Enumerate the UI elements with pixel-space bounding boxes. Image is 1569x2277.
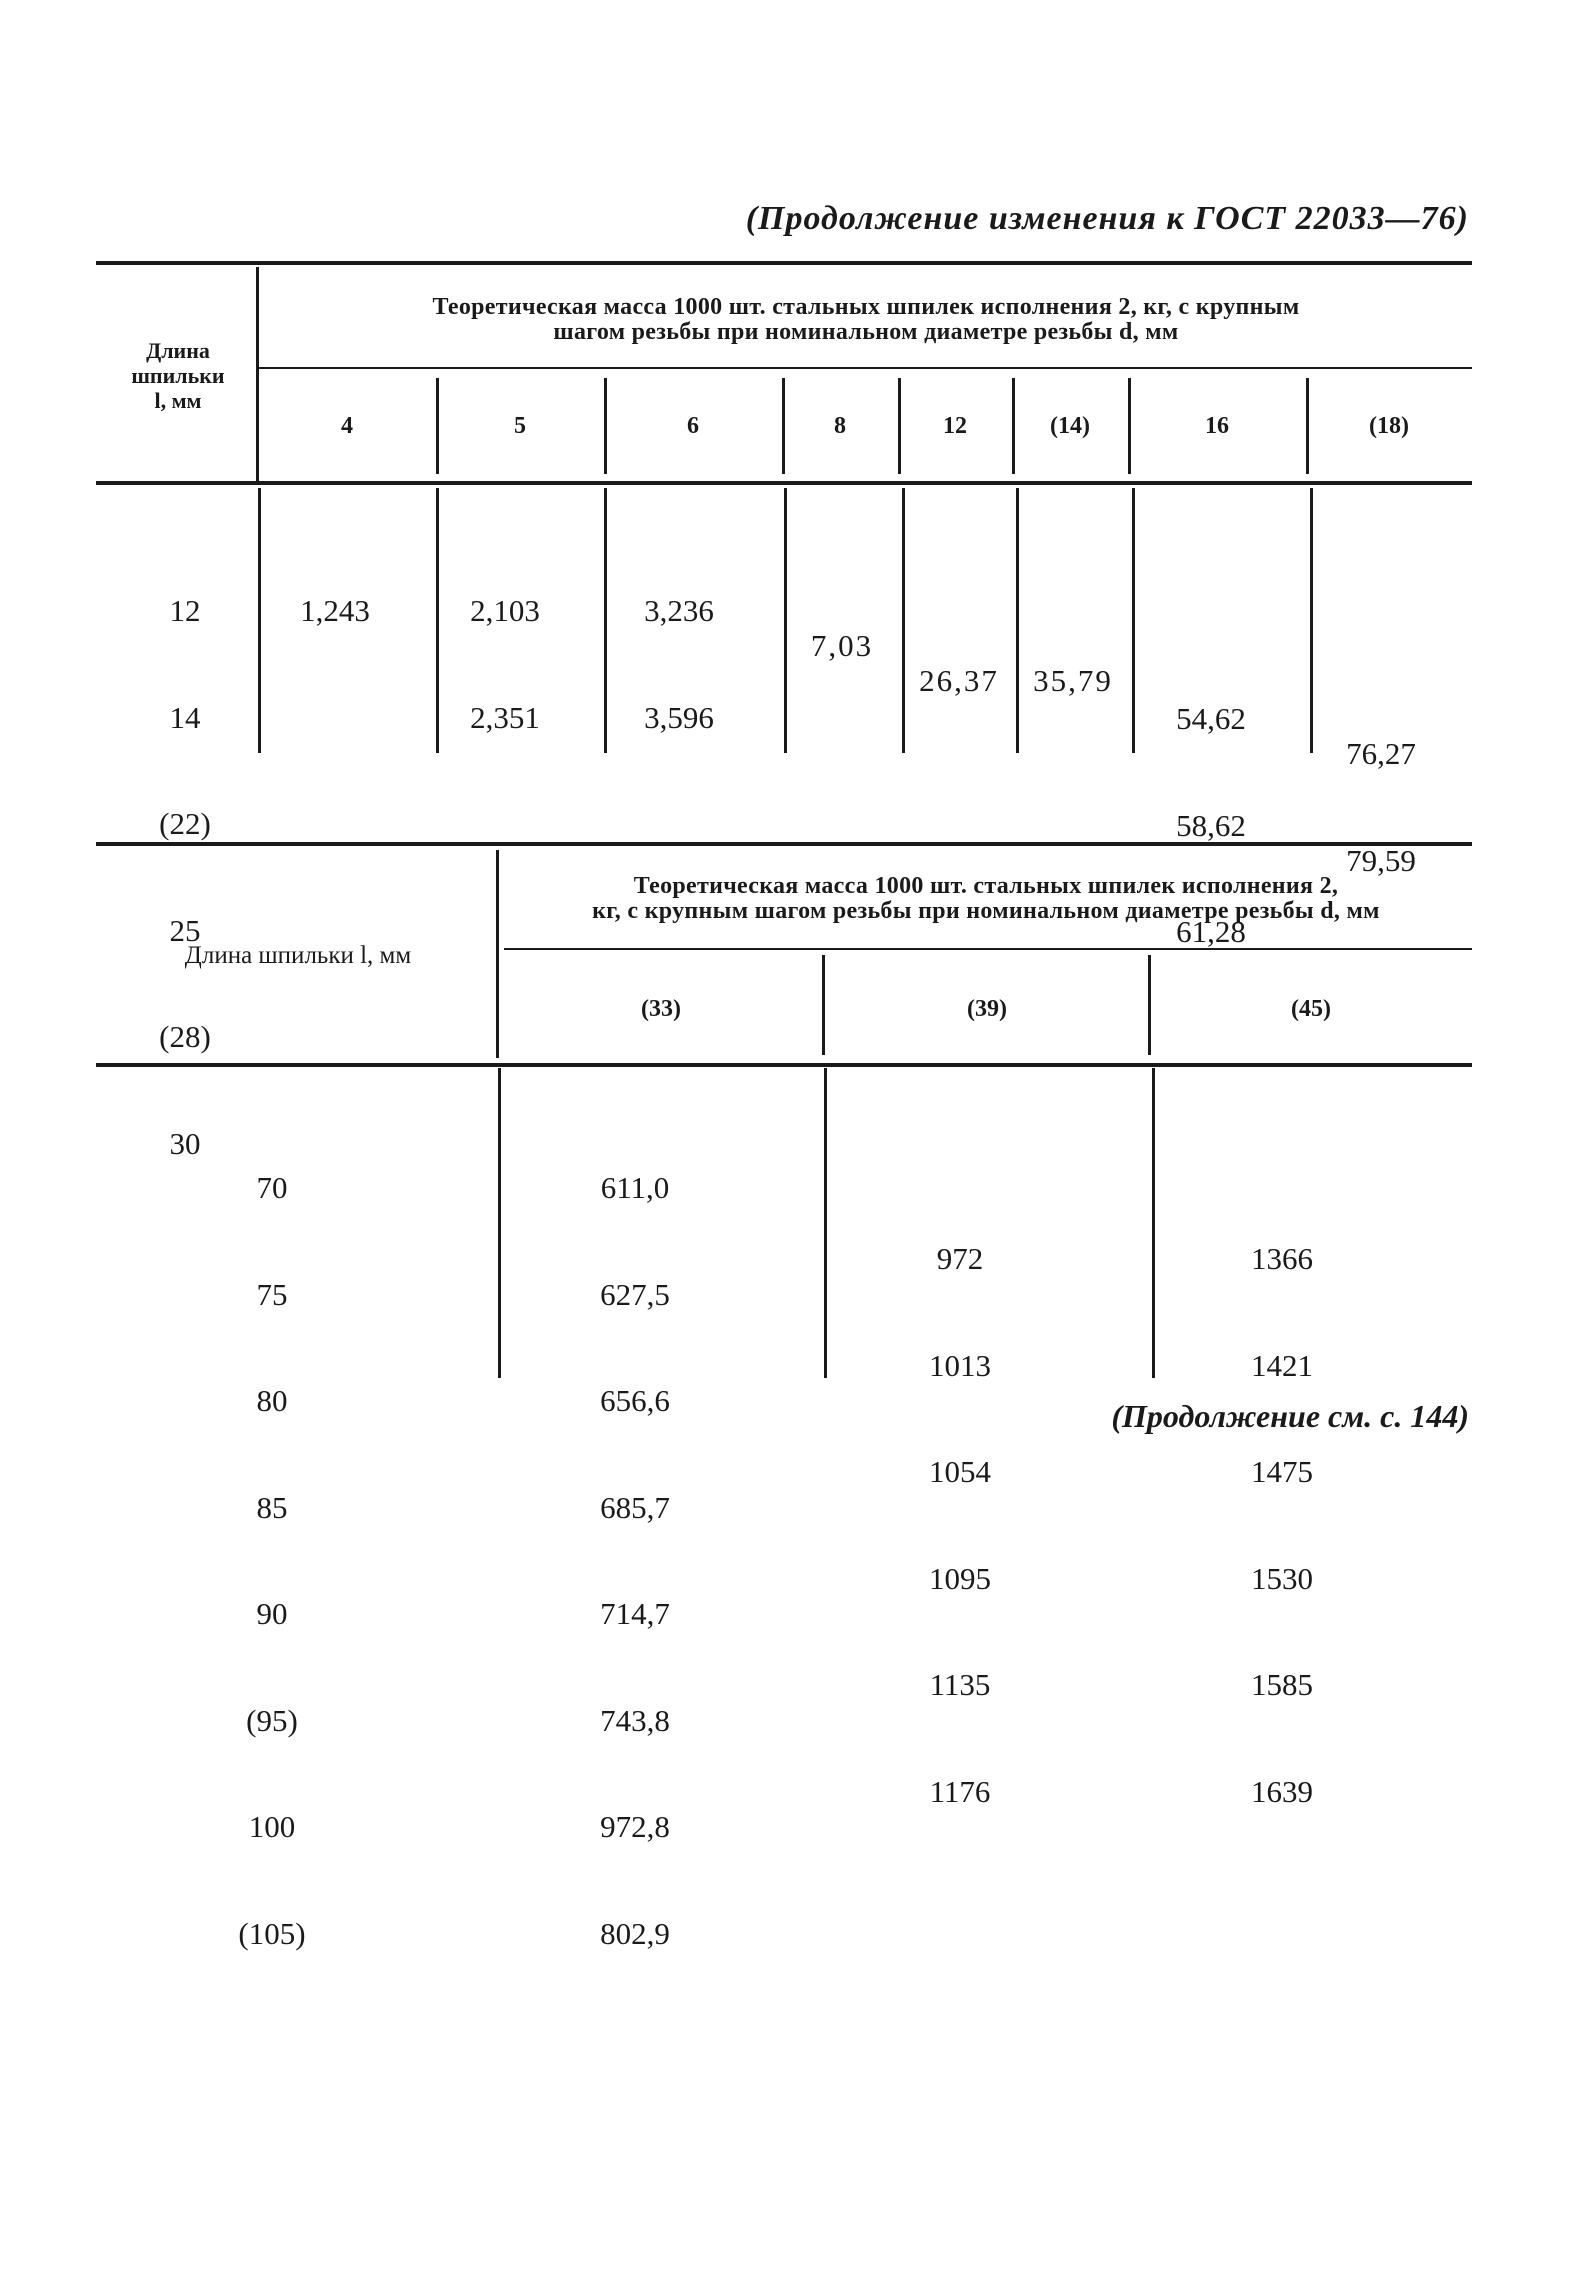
value-cell: 1421 [1251, 1347, 1313, 1383]
value-cell: 1013 [929, 1347, 991, 1383]
table-2-header-rule [96, 1063, 1472, 1067]
value-cell: 714,7 [600, 1596, 670, 1631]
value-cell: 1366 [1251, 1241, 1313, 1276]
value-cell: 2,351 [470, 699, 540, 735]
table-1-caption: Теоретическая масса 1000 шт. стальных шпилек исполнения 2, кг, с крупным шагом резьбы при номинальном диаметре резьбы d, мм [432, 294, 1300, 345]
value-cell: 58,62 [1176, 807, 1246, 843]
table-1-col-12 [906, 592, 1012, 770]
value-cell: 1176 [929, 1773, 991, 1809]
value-cell: 54,62 [1176, 701, 1246, 736]
column-header: (14) [1050, 413, 1090, 439]
table-2-caption: Теоретическая масса 1000 шт. стальных шпилек исполнения 2, кг, с крупным шагом резьбы при номинальном диаметре резьбы d, мм [592, 873, 1380, 924]
value-cell: 1530 [1251, 1560, 1313, 1596]
length-cell: 80 [256, 1383, 288, 1418]
value-cell: 1095 [929, 1560, 991, 1596]
value-cell: 1054 [929, 1454, 991, 1489]
length-cell: 12 [169, 593, 201, 628]
column-header: 4 [341, 413, 353, 439]
table-1-col-4 [280, 522, 390, 700]
value-cell: 611,0 [600, 1170, 670, 1205]
value-cell: 61,28 [1176, 914, 1246, 949]
column-header: (18) [1369, 413, 1409, 439]
length-cell: 100 [248, 1809, 296, 1844]
table-1-lengths [140, 522, 230, 1232]
column-header: 16 [1205, 413, 1229, 439]
value-cell: 3,236 [644, 593, 714, 628]
page-header: (Продолжение изменения к ГОСТ 22033—76) [745, 200, 1469, 237]
value-cell: 3,596 [644, 699, 714, 735]
value-cell: 685,7 [600, 1489, 670, 1525]
table-2-col-33 [580, 1099, 690, 2022]
value-cell: 972,8 [600, 1809, 670, 1844]
table-2-top-rule [96, 842, 1472, 846]
length-cell: (105) [238, 1915, 306, 1951]
column-header: 12 [943, 413, 967, 439]
table-1-header-rule [96, 481, 1472, 485]
table-1-col-5 [450, 522, 560, 806]
length-cell: (95) [246, 1702, 298, 1738]
table-2-col-45 [1232, 1170, 1332, 1880]
value-cell: 802,9 [600, 1915, 670, 1951]
length-cell: 30 [169, 1125, 201, 1161]
value-cell: 1475 [1251, 1454, 1313, 1489]
length-cell: (28) [159, 1019, 211, 1054]
table-2-lengths [222, 1099, 322, 2022]
length-cell: (22) [159, 806, 211, 841]
page-footer: (Продолжение см. с. 144) [1111, 1398, 1469, 1434]
table-1-row-header: Длина шпильки l, мм [131, 338, 225, 413]
table-1-col-16 [1156, 630, 1266, 1021]
column-header: (39) [967, 996, 1007, 1022]
value-cell: 1135 [929, 1667, 991, 1702]
column-header: 6 [687, 413, 699, 439]
value-cell: 1,243 [300, 593, 370, 628]
length-cell: 70 [256, 1170, 288, 1205]
value-cell: 1585 [1251, 1667, 1313, 1702]
value-cell: 76,27 [1346, 736, 1416, 771]
value-cell: 7,03 [810, 628, 874, 663]
table-1-col-6 [624, 522, 734, 806]
column-header: 8 [834, 413, 846, 439]
value-cell: 2,103 [470, 593, 540, 628]
value-cell: 26,37 [919, 663, 999, 698]
table-2-row-header: Длина шпильки l, мм [184, 942, 412, 969]
table-1-col-8 [792, 557, 892, 735]
table-1-top-rule [96, 261, 1472, 265]
column-header: (33) [641, 996, 681, 1022]
column-header: 5 [514, 413, 526, 439]
length-cell: 90 [256, 1596, 288, 1631]
value-cell: 35,79 [1033, 663, 1113, 698]
value-cell: 972 [936, 1241, 984, 1276]
value-cell: 656,6 [600, 1383, 670, 1418]
length-cell: 85 [256, 1489, 288, 1525]
table-2-col-39 [910, 1170, 1010, 1880]
table-1-col-14 [1020, 592, 1126, 770]
value-cell: 627,5 [600, 1276, 670, 1312]
value-cell: 743,8 [600, 1702, 670, 1738]
length-cell: 14 [169, 699, 201, 735]
table-1-caption-rule [258, 367, 1472, 369]
table-2-caption-rule [504, 948, 1472, 950]
column-header: (45) [1291, 996, 1331, 1022]
length-cell: 75 [256, 1276, 288, 1312]
length-cell: 25 [169, 912, 201, 948]
value-cell: 1639 [1251, 1773, 1313, 1809]
value-cell: 79,59 [1346, 842, 1416, 878]
